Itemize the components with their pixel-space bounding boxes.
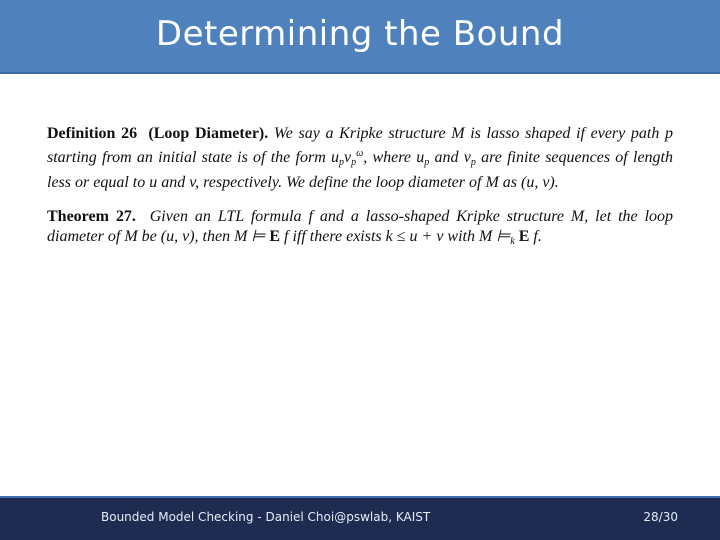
theorem-label: Theorem 27. bbox=[47, 208, 136, 225]
footer-text: Bounded Model Checking - Daniel Choi@pswlab, KAIST bbox=[101, 510, 431, 524]
definition-26 bbox=[47, 124, 673, 193]
theorem-text: Given an LTL formula f and a lasso-shaped Kripke structure M, let the loop diameter of M be (u, v), then M ⊨ E f iff there exists k ≤ u + v with M ⊨k E f. bbox=[47, 208, 674, 247]
definition-label: Definition 26 bbox=[47, 125, 138, 142]
footer-bar bbox=[0, 496, 720, 540]
slide-content bbox=[47, 124, 673, 266]
definition-name: (Loop Diameter). bbox=[148, 125, 269, 142]
title-bar bbox=[0, 0, 720, 74]
slide-title: Determining the Bound bbox=[155, 14, 565, 54]
page-number: 28/30 bbox=[643, 510, 678, 524]
definition-text: We say a Kripke structure M is lasso shaped if every path p starting from an initial state is of the form upvp$^\omega$, where up and vp are finite sequences of length less or equal to u and v, respectively. We define the loop diameter of M as (u, v). bbox=[47, 125, 674, 191]
theorem-27 bbox=[47, 207, 673, 252]
